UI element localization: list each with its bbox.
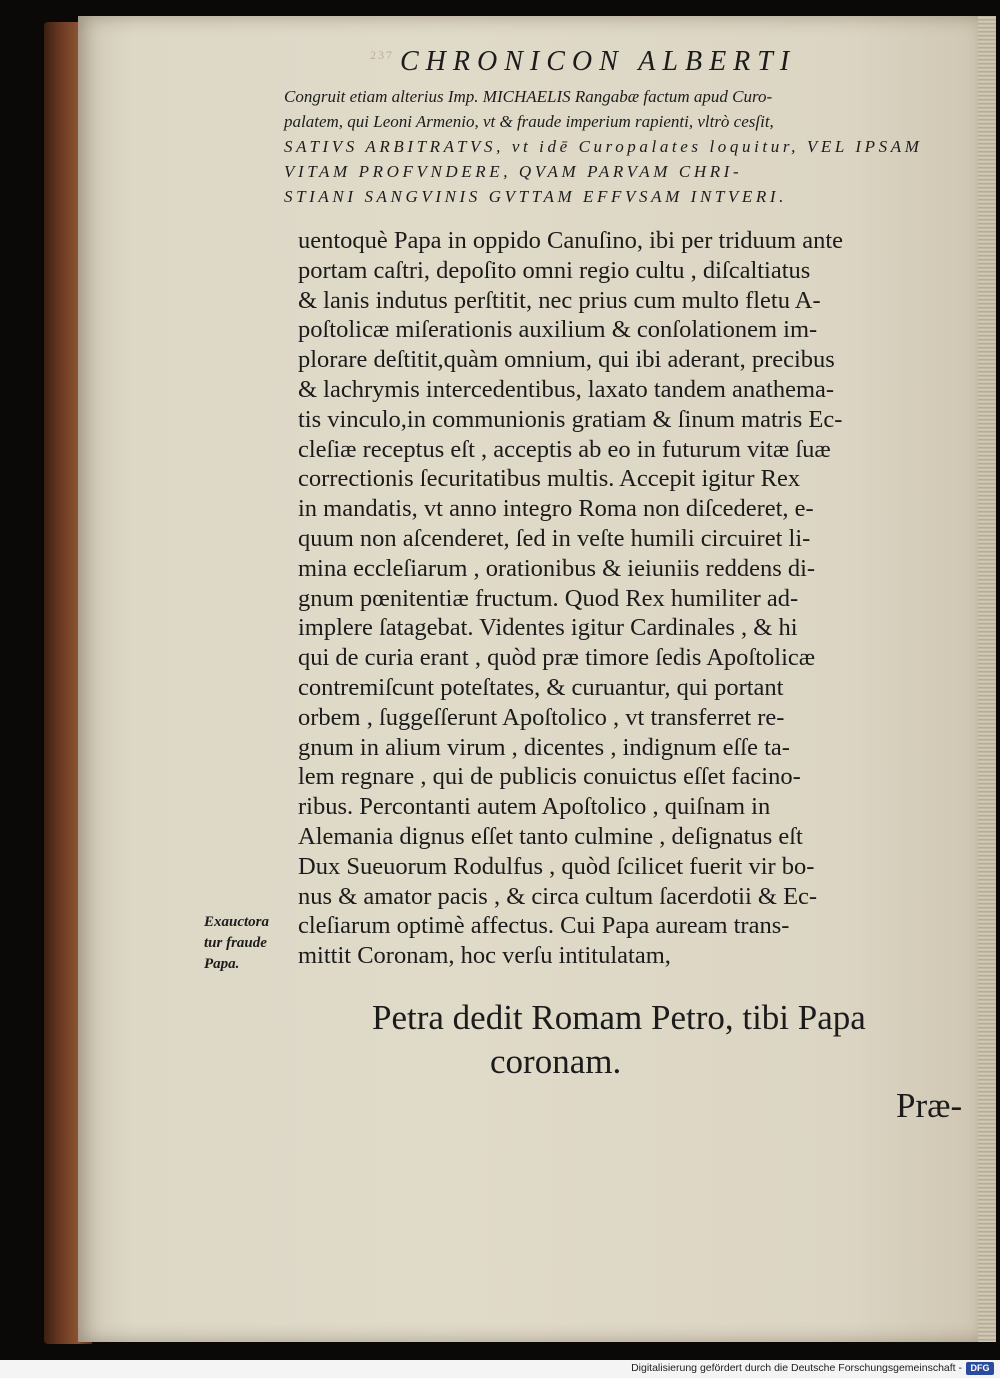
verse-line: coronam.: [490, 1042, 622, 1081]
text-line: qui de curia erant , quòd præ timore ſedis Apoſtolicæ: [298, 644, 816, 672]
text-line: gnum in alium virum , dicentes , indignum eſſe ta-: [298, 733, 790, 761]
page-number-faded: 237: [370, 48, 394, 62]
text-line: ribus. Percontanti autem Apoſtolico , quiſnam in: [298, 793, 771, 821]
text-line: cleſiarum optimè affectus. Cui Papa auream trans-: [298, 912, 790, 940]
text-line: Alemania dignus eſſet tanto culmine , deſignatus eſt: [298, 822, 803, 850]
marginal-line: Exauctora: [204, 914, 270, 930]
text-line: orbem , ſuggeſſerunt Apoſtolico , vt transferret re-: [298, 703, 785, 731]
page-fore-edge: [978, 16, 996, 1342]
verse-inscription: [372, 996, 972, 1086]
text-line: quum non aſcenderet, ſed in veſte humili circuiret li-: [298, 524, 811, 552]
quote-line: STIANI SANGVINIS GVTTAM EFFVSAM INTVERI.: [284, 187, 788, 206]
text-line: mittit Coronam, hoc verſu intitulatam,: [298, 942, 671, 970]
footer-credit: Digitalisierung gefördert durch die Deutsche Forschungsgemeinschaft -: [631, 1362, 962, 1374]
text-line: in mandatis, vt anno integro Roma non diſcederet, e-: [298, 495, 814, 523]
text-line: implere ſatagebat. Videntes igitur Cardinales , & hi: [298, 614, 798, 642]
italic-quote-block: [284, 84, 964, 214]
text-line: & lachrymis intercedentibus, laxato tandem anathema-: [298, 375, 835, 403]
dfg-logo: DFG: [966, 1362, 994, 1375]
text-line: uentoquè Papa in oppido Canuſino, ibi per triduum ante: [298, 227, 844, 254]
marginal-line: tur fraude: [204, 935, 267, 951]
text-line: contremiſcunt poteſtates, & curuantur, qui portant: [298, 673, 784, 701]
verse-line: Petra dedit Romam Petro, tibi Papa: [372, 998, 866, 1037]
marginal-note: [204, 912, 300, 984]
text-line: lem regnare , qui de publicis conuictus eſſet facino-: [298, 763, 801, 791]
text-line: gnum pœnitentiæ fructum. Quod Rex humiliter ad-: [298, 584, 799, 612]
catchword: Præ-: [896, 1086, 963, 1125]
marginal-line: Papa.: [204, 956, 240, 972]
text-line: poſtolicæ miſerationis auxilium & conſolationem im-: [298, 316, 818, 344]
text-line: portam caſtri, depoſito omni regio cultu , diſcaltiatus: [298, 256, 811, 284]
running-head: CHRONICON ALBERTI: [400, 46, 797, 77]
text-line: & lanis indutus perſtitit, nec prius cum multo fletu A-: [298, 286, 821, 314]
text-line: correctionis ſecuritatibus multis. Accepit igitur Rex: [298, 465, 801, 493]
quote-line: VITAM PROFVNDERE, QVAM PARVAM CHRI-: [284, 162, 743, 181]
quote-line: palatem, qui Leoni Armenio, vt & fraude imperium rapienti, vltrò cesſit,: [284, 112, 774, 131]
quote-line: Congruit etiam alterius Imp. MICHAELIS Rangabæ factum apud Curo-: [284, 87, 773, 106]
text-line: nus & amator pacis , & circa cultum ſacerdotii & Ec-: [298, 882, 818, 910]
main-text: [298, 226, 974, 976]
text-line: tis vinculo,in communionis gratiam & ſinum matris Ec-: [298, 405, 843, 433]
text-line: Dux Sueuorum Rodulfus , quòd ſcilicet fuerit vir bo-: [298, 852, 815, 880]
text-line: cleſiæ receptus eſt , acceptis ab eo in futurum vitæ ſuæ: [298, 435, 831, 463]
quote-line: SATIVS ARBITRATVS, vt idē Curopalates loquitur, VEL IPSAM: [284, 137, 923, 156]
text-line: plorare deſtitit,quàm omnium, qui ibi aderant, precibus: [298, 346, 835, 374]
text-line: mina eccleſiarum , orationibus & ieiuniis reddens di-: [298, 554, 816, 582]
